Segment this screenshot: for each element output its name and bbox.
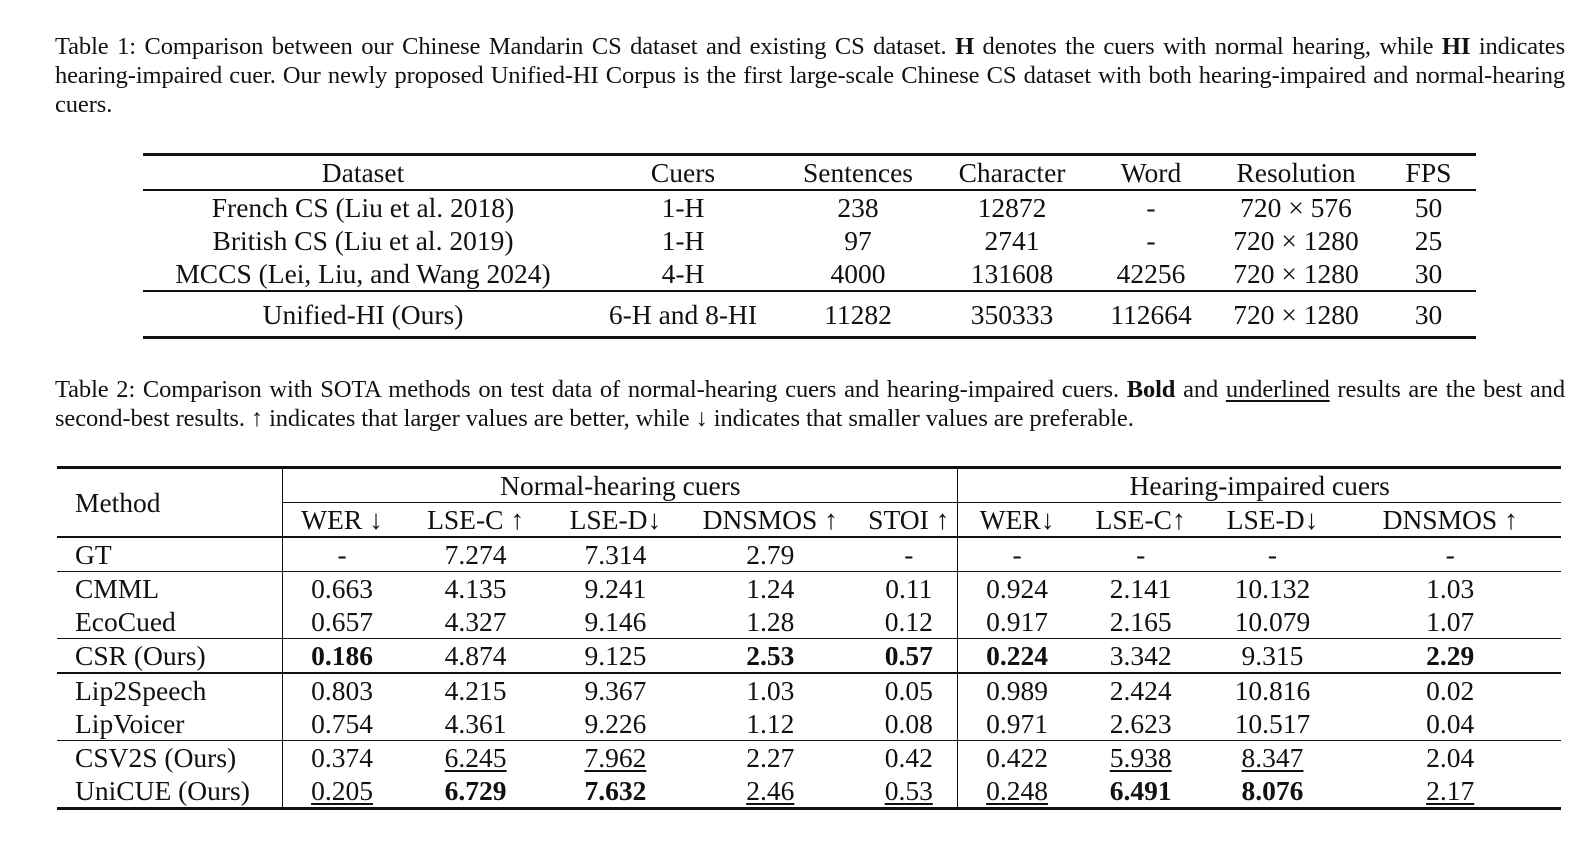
table2-value-cell: 2.623 — [1109, 708, 1172, 739]
table2-cell — [550, 639, 680, 674]
table2-value-cell: 2.29 — [1426, 640, 1475, 671]
table2-value-cell: 0.224 — [986, 640, 1048, 671]
table2-cell — [550, 605, 680, 639]
table2-caption-part2: and — [1175, 376, 1226, 403]
table2-cell — [860, 639, 958, 674]
table2-value-cell: 2.46 — [746, 775, 795, 806]
table2-value-cell: 10.816 — [1234, 675, 1311, 706]
table2-cell — [680, 537, 860, 572]
table2-cell — [1339, 639, 1561, 674]
table2-subheader-cell: LSE-D↓ — [550, 503, 680, 538]
table-row — [57, 537, 1561, 572]
table2-value-cell: 5.938 — [1109, 742, 1172, 773]
table1-cell: 720 × 1280 — [1211, 291, 1381, 338]
table2-value-cell: - — [1445, 539, 1455, 570]
table2-cell — [860, 707, 958, 741]
table2-cell — [958, 673, 1076, 707]
table2-subheader-cell: WER ↓ — [283, 503, 401, 538]
table2-value-cell: 0.754 — [311, 708, 373, 739]
table2-cell — [1339, 572, 1561, 606]
table2-value-cell: 0.374 — [311, 742, 373, 773]
table2-subheader-cell: LSE-D↓ — [1206, 503, 1340, 538]
table2-cell — [1076, 639, 1206, 674]
table-row — [143, 257, 1476, 291]
table2-value-cell: 7.962 — [584, 742, 647, 773]
table2-method-cell: UniCUE (Ours) — [57, 774, 283, 809]
table2-value-cell: 0.08 — [884, 708, 933, 739]
table2-cell — [1076, 741, 1206, 775]
table1-cell: French CS (Liu et al. 2018) — [211, 192, 515, 223]
table1-cell: 30 — [1414, 258, 1443, 289]
table1-cell: 4-H — [661, 258, 705, 289]
table2-value-cell: 2.04 — [1426, 742, 1475, 773]
table2-value-cell: 9.367 — [584, 675, 647, 706]
table2-method-cell: CMML — [57, 572, 283, 606]
table2-value-cell: 0.989 — [986, 675, 1048, 706]
table2-value-cell: 1.07 — [1426, 606, 1475, 637]
table2-value-cell: 0.422 — [986, 742, 1048, 773]
table1-cell: 30 — [1381, 291, 1476, 338]
table2-value-cell: 6.491 — [1109, 775, 1172, 806]
table1-cell: 50 — [1414, 192, 1443, 223]
table-row — [143, 224, 1476, 257]
table2-cell — [550, 741, 680, 775]
table2-value-cell: - — [337, 539, 347, 570]
table2-cell — [1076, 774, 1206, 809]
table2-cell — [1076, 572, 1206, 606]
table2-value-cell: 7.314 — [584, 539, 647, 570]
table2-cell — [1206, 707, 1340, 741]
table1-cell: 720 × 1280 — [1233, 258, 1359, 289]
table2-group-impaired: Hearing-impaired cuers — [958, 468, 1561, 503]
table1-header-cell: Dataset — [143, 155, 583, 191]
table2-value-cell: 2.53 — [746, 640, 795, 671]
table2-cell — [1206, 605, 1340, 639]
table1-cell: 131608 — [970, 258, 1054, 289]
table2-method-cell: EcoCued — [57, 605, 283, 639]
table2-subheader-cell: LSE-C↑ — [1076, 503, 1206, 538]
table1-cell: 12872 — [977, 192, 1047, 223]
table2-value-cell: 0.02 — [1426, 675, 1475, 706]
table2-cell — [401, 572, 551, 606]
table2-cell — [1076, 605, 1206, 639]
table2-value-cell: 2.79 — [746, 539, 795, 570]
table2-value-cell: 0.04 — [1426, 708, 1475, 739]
table1-cell: - — [1146, 192, 1156, 223]
table2-method-header: Method — [57, 468, 283, 538]
table2-cell — [550, 774, 680, 809]
table2-value-cell: 0.917 — [986, 606, 1048, 637]
table2-cell — [283, 774, 401, 809]
table2-value-cell: 7.632 — [584, 775, 647, 806]
table2-cell — [550, 707, 680, 741]
table2-cell — [958, 741, 1076, 775]
table2-cell — [401, 774, 551, 809]
table2-cell — [680, 774, 860, 809]
table2-method-cell: CSR (Ours) — [57, 639, 283, 674]
table1-cell: 1-H — [661, 192, 705, 223]
table2-caption-part1: Table 2: Comparison with SOTA methods on test data of normal-hearing cuers and hearing-impaired cuers. — [55, 376, 1127, 403]
table2-subheader-cell: DNSMOS ↑ — [680, 503, 860, 538]
table2-cell — [680, 605, 860, 639]
table1-header-cell: FPS — [1381, 155, 1476, 191]
table2-value-cell: 1.24 — [746, 573, 795, 604]
table2-cell — [1076, 537, 1206, 572]
table-row — [143, 190, 1476, 224]
table1-cell: 1-H — [661, 225, 705, 256]
table2-cell — [1206, 639, 1340, 674]
table-row — [57, 707, 1561, 741]
table1-cell: 42256 — [1116, 258, 1186, 289]
table2-value-cell: 9.146 — [584, 606, 647, 637]
table2-cell — [1339, 707, 1561, 741]
table2-value-cell: 8.076 — [1241, 775, 1304, 806]
table1-cell: 25 — [1414, 225, 1443, 256]
table2-value-cell: 1.03 — [746, 675, 795, 706]
table2-value-cell: 3.342 — [1109, 640, 1172, 671]
table2-cell — [1206, 537, 1340, 572]
table2-value-cell: 10.079 — [1234, 606, 1311, 637]
table1-cell: 2741 — [984, 225, 1040, 256]
table2-cell — [680, 673, 860, 707]
table2-cell — [401, 707, 551, 741]
table2-cell — [680, 741, 860, 775]
table2-value-cell: 0.205 — [311, 775, 373, 806]
table2-cell — [958, 707, 1076, 741]
table-row — [57, 673, 1561, 707]
table1-cell: 4000 — [830, 258, 886, 289]
table2-value-cell: 0.971 — [986, 708, 1048, 739]
table2-method-cell: LipVoicer — [57, 707, 283, 741]
table2-cell — [1339, 774, 1561, 809]
table2-cell — [860, 673, 958, 707]
table2-value-cell: 9.125 — [584, 640, 647, 671]
table2-value-cell: 6.729 — [444, 775, 507, 806]
table1-cell: British CS (Liu et al. 2019) — [212, 225, 514, 256]
table2-cell — [1076, 707, 1206, 741]
table2-cell — [550, 537, 680, 572]
table1-cell: MCCS (Lei, Liu, and Wang 2024) — [175, 258, 551, 289]
table2-value-cell: 4.135 — [444, 573, 507, 604]
table2-cell — [401, 639, 551, 674]
table1 — [143, 153, 1476, 339]
table2-value-cell: 0.657 — [311, 606, 373, 637]
table2-cell — [283, 639, 401, 674]
table2-value-cell: 0.803 — [311, 675, 373, 706]
table1-header-cell: Character — [933, 155, 1091, 191]
table2 — [57, 466, 1561, 810]
table2-cell — [1206, 572, 1340, 606]
table2-cell — [860, 572, 958, 606]
table2-value-cell: 2.165 — [1109, 606, 1172, 637]
table1-caption-part3: indicates hearing-impaired cuer. Our newly proposed Unified-HI Corpus is the first large-scale Chinese CS dataset with both hearing-impaired and normal-hearing cuers. — [55, 33, 1566, 118]
table2-cell — [680, 707, 860, 741]
table2-cell — [958, 639, 1076, 674]
table2-value-cell: 0.57 — [884, 640, 933, 671]
table2-cell — [1339, 537, 1561, 572]
table2-cell — [283, 707, 401, 741]
table2-value-cell: 4.327 — [444, 606, 507, 637]
table2-value-cell: 2.17 — [1426, 775, 1475, 806]
table2-value-cell: 2.27 — [746, 742, 795, 773]
table1-cell: - — [1146, 225, 1156, 256]
table-row — [143, 291, 1476, 338]
table1-header-row — [143, 155, 1476, 191]
table2-cell — [1206, 741, 1340, 775]
table2-cell — [401, 741, 551, 775]
table2-value-cell: 0.11 — [885, 573, 933, 604]
table2-value-cell: 8.347 — [1241, 742, 1304, 773]
table1-caption — [55, 32, 1565, 119]
table1-cell: 720 × 1280 — [1233, 225, 1359, 256]
table2-cell — [1206, 774, 1340, 809]
table1-cell: 11282 — [783, 291, 933, 338]
table2-value-cell: 2.424 — [1109, 675, 1172, 706]
table2-cell — [550, 673, 680, 707]
table1-caption-bold-hi: HI — [1441, 33, 1471, 60]
table2-method-cell: Lip2Speech — [57, 673, 283, 707]
table2-value-cell: 0.05 — [884, 675, 933, 706]
table2-cell — [860, 537, 958, 572]
table-row — [57, 639, 1561, 674]
table2-value-cell: 1.03 — [1426, 573, 1475, 604]
table2-cell — [860, 605, 958, 639]
table2-cell — [1076, 673, 1206, 707]
table2-cell — [680, 572, 860, 606]
table2-value-cell: 0.12 — [884, 606, 933, 637]
table2-cell — [1206, 673, 1340, 707]
table-row — [57, 572, 1561, 606]
table2-group-header-row — [57, 468, 1561, 503]
table2-value-cell: 0.186 — [311, 640, 373, 671]
table2-value-cell: 0.53 — [884, 775, 933, 806]
table1-cell: 97 — [844, 225, 872, 256]
table2-subheader-cell: LSE-C ↑ — [401, 503, 551, 538]
table2-cell — [283, 673, 401, 707]
table1-header-cell: Resolution — [1211, 155, 1381, 191]
table2-cell — [283, 572, 401, 606]
table2-value-cell: 0.42 — [884, 742, 933, 773]
table2-caption — [55, 375, 1565, 433]
table1-header-cell: Word — [1091, 155, 1211, 191]
table1-caption-part1: Table 1: Comparison between our Chinese Mandarin CS dataset and existing CS dataset. — [55, 33, 956, 60]
table2-value-cell: - — [1267, 539, 1278, 570]
table1-caption-part2: denotes the cuers with normal hearing, while — [974, 33, 1442, 60]
table-row — [57, 741, 1561, 775]
table2-value-cell: 9.315 — [1241, 640, 1304, 671]
table2-value-cell: 4.215 — [444, 675, 507, 706]
table2-value-cell: 0.663 — [311, 573, 373, 604]
table2-caption-bold-word: Bold — [1126, 376, 1176, 403]
table2-cell — [283, 741, 401, 775]
table2-caption-part3: results are the best and second-best results. ↑ indicates that larger values are better, while ↓ indicates that smaller values are preferable. — [55, 376, 1565, 432]
table2-cell — [1339, 605, 1561, 639]
table-row — [57, 774, 1561, 809]
table2-value-cell: 2.141 — [1109, 573, 1172, 604]
table2-value-cell: - — [904, 539, 914, 570]
table2-value-cell: 0.924 — [986, 573, 1048, 604]
table2-value-cell: 1.12 — [746, 708, 795, 739]
table1-header-cell: Sentences — [783, 155, 933, 191]
table2-cell — [860, 774, 958, 809]
table2-cell — [401, 605, 551, 639]
table2-subheader-cell: DNSMOS ↑ — [1339, 503, 1561, 538]
table2-cell — [1339, 741, 1561, 775]
table2-subheader-row — [57, 503, 1561, 538]
table2-cell — [1339, 673, 1561, 707]
table2-method-cell: GT — [57, 537, 283, 572]
table2-cell — [958, 572, 1076, 606]
table2-cell — [860, 741, 958, 775]
table2-cell — [401, 673, 551, 707]
table2-value-cell: - — [1012, 539, 1022, 570]
table1-header-cell: Cuers — [583, 155, 783, 191]
table-row — [57, 605, 1561, 639]
table2-value-cell: 7.274 — [444, 539, 507, 570]
table2-cell — [958, 774, 1076, 809]
table2-value-cell: 9.226 — [584, 708, 647, 739]
table2-caption-underlined-word: underlined — [1225, 376, 1330, 403]
table2-value-cell: 1.28 — [746, 606, 795, 637]
table2-cell — [958, 605, 1076, 639]
table2-cell — [283, 605, 401, 639]
table1-cell: 112664 — [1091, 291, 1211, 338]
table2-cell — [958, 537, 1076, 572]
table2-value-cell: 10.132 — [1234, 573, 1311, 604]
table1-cell: 720 × 576 — [1240, 192, 1352, 223]
table1-caption-bold-h: H — [955, 33, 975, 60]
table2-method-cell: CSV2S (Ours) — [57, 741, 283, 775]
table2-cell — [401, 537, 551, 572]
table2-value-cell: 6.245 — [444, 742, 507, 773]
table2-cell — [283, 537, 401, 572]
table1-cell: Unified-HI (Ours) — [143, 291, 583, 338]
table2-subheader-cell: WER↓ — [958, 503, 1076, 538]
table2-subheader-cell: STOI ↑ — [860, 503, 958, 538]
table2-cell — [550, 572, 680, 606]
table2-group-normal: Normal-hearing cuers — [283, 468, 958, 503]
table2-value-cell: 0.248 — [986, 775, 1048, 806]
table2-value-cell: 4.361 — [444, 708, 507, 739]
table2-value-cell: - — [1136, 539, 1146, 570]
table1-cell: 6-H and 8-HI — [583, 291, 783, 338]
table2-value-cell: 9.241 — [584, 573, 647, 604]
table2-value-cell: 4.874 — [444, 640, 507, 671]
table1-cell: 350333 — [933, 291, 1091, 338]
table1-cell: 238 — [837, 192, 879, 223]
table2-value-cell: 10.517 — [1234, 708, 1311, 739]
table2-cell — [680, 639, 860, 674]
